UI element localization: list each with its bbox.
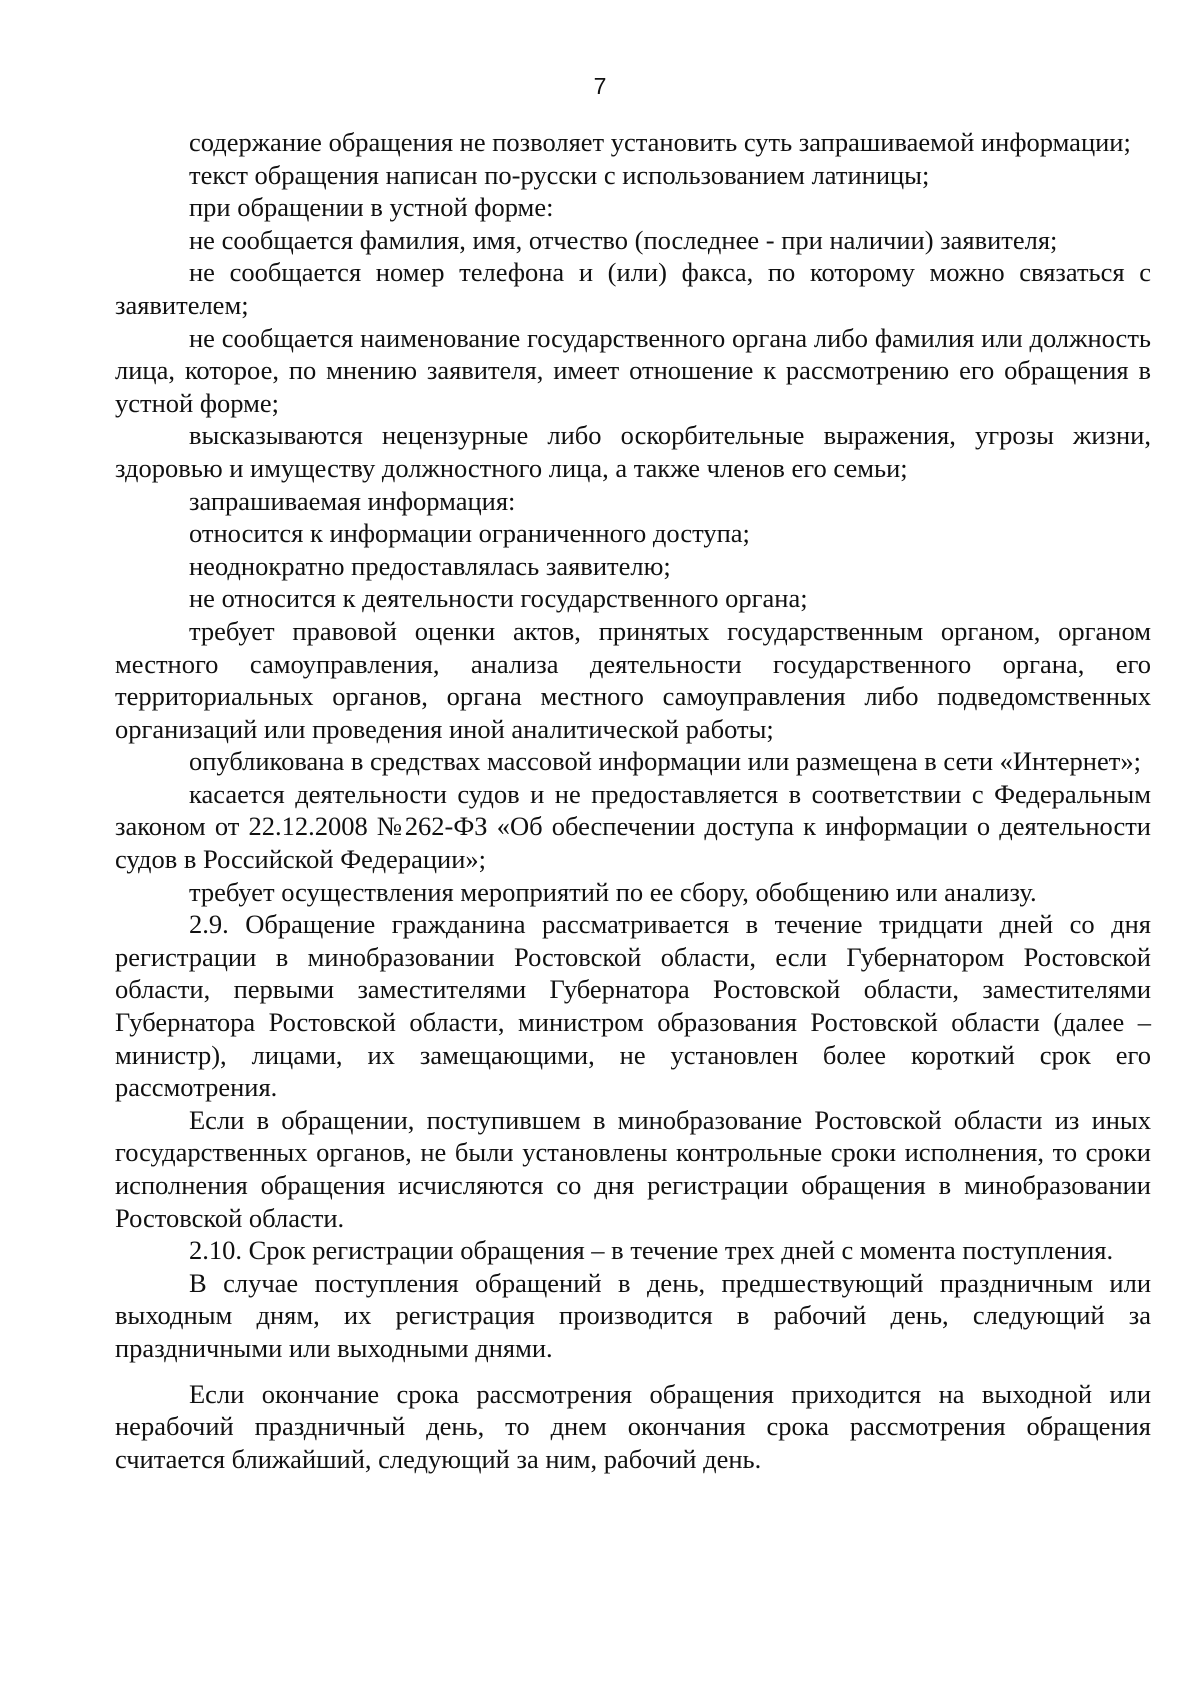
paragraph: касается деятельности судов и не предоставляется в соответствии с Федеральным законом от 22.12.2008 №262-ФЗ «Об обеспечении доступа к информации о деятельности судов в Российской Федерации»; xyxy=(115,778,1151,875)
paragraph: требует правовой оценки актов, принятых государственным органом, органом местного самоуправления, анализа деятельности государственного органа, его территориальных органов, органа местного самоуправления либо подведомственных организаций или проведения иной аналитической работы; xyxy=(115,615,1151,744)
paragraph: опубликована в средствах массовой информации или размещена в сети «Интернет»; xyxy=(189,746,1141,777)
paragraph: Если в обращении, поступившем в минобразование Ростовской области из иных государственных органов, не были установлены контрольные сроки исполнения, то сроки исполнения обращения исчисляются со дня регистрации обращения в минобразовании Ростовской области. xyxy=(115,1104,1151,1233)
paragraph: запрашиваемая информация: xyxy=(189,485,516,516)
paragraph: не сообщается фамилия, имя, отчество (последнее - при наличии) заявителя; xyxy=(189,224,1058,255)
paragraph: при обращении в устной форме: xyxy=(189,192,554,223)
paragraph: относится к информации ограниченного доступа; xyxy=(189,518,750,549)
paragraph: неоднократно предоставлялась заявителю; xyxy=(189,550,671,581)
page-number: 7 xyxy=(593,73,607,99)
paragraph: Если окончание срока рассмотрения обращения приходится на выходной или нерабочий праздничный день, то днем окончания срока рассмотрения обращения считается ближайший, следующий за ним, рабочий день. xyxy=(115,1378,1151,1474)
paragraph: текст обращения написан по-русски с использованием латиницы; xyxy=(189,159,930,190)
paragraph: не сообщается номер телефона и (или) факса, по которому можно связаться с заявителем; xyxy=(115,257,1151,320)
paragraph: требует осуществления мероприятий по ее сбору, обобщению или анализу. xyxy=(189,876,1037,907)
paragraph: высказываются нецензурные либо оскорбительные выражения, угрозы жизни, здоровью и имуществу должностного лица, а также членов его семьи; xyxy=(115,420,1151,483)
paragraph: В случае поступления обращений в день, предшествующий праздничным или выходным дням, их регистрация производится в рабочий день, следующий за праздничными или выходными днями. xyxy=(115,1267,1151,1363)
paragraph: 2.9. Обращение гражданина рассматривается в течение тридцати дней со дня регистрации в минобразовании Ростовской области, если Губернатором Ростовской области, первыми заместителями Губернатора Ростовской области, заместителями Губернатора Ростовской области, министром образования Ростовской области (далее – министр), лицами, их замещающими, не установлен более короткий срок его рассмотрения. xyxy=(115,909,1151,1103)
document-body xyxy=(115,126,1151,1475)
paragraph: не относится к деятельности государственного органа; xyxy=(189,583,808,614)
paragraph: не сообщается наименование государственного органа либо фамилия или должность лица, которое, по мнению заявителя, имеет отношение к рассмотрению его обращения в устной форме; xyxy=(115,322,1151,418)
paragraph: 2.10. Срок регистрации обращения – в течение трех дней с момента поступления. xyxy=(189,1235,1114,1266)
paragraph: содержание обращения не позволяет установить суть запрашиваемой информации; xyxy=(189,127,1131,157)
